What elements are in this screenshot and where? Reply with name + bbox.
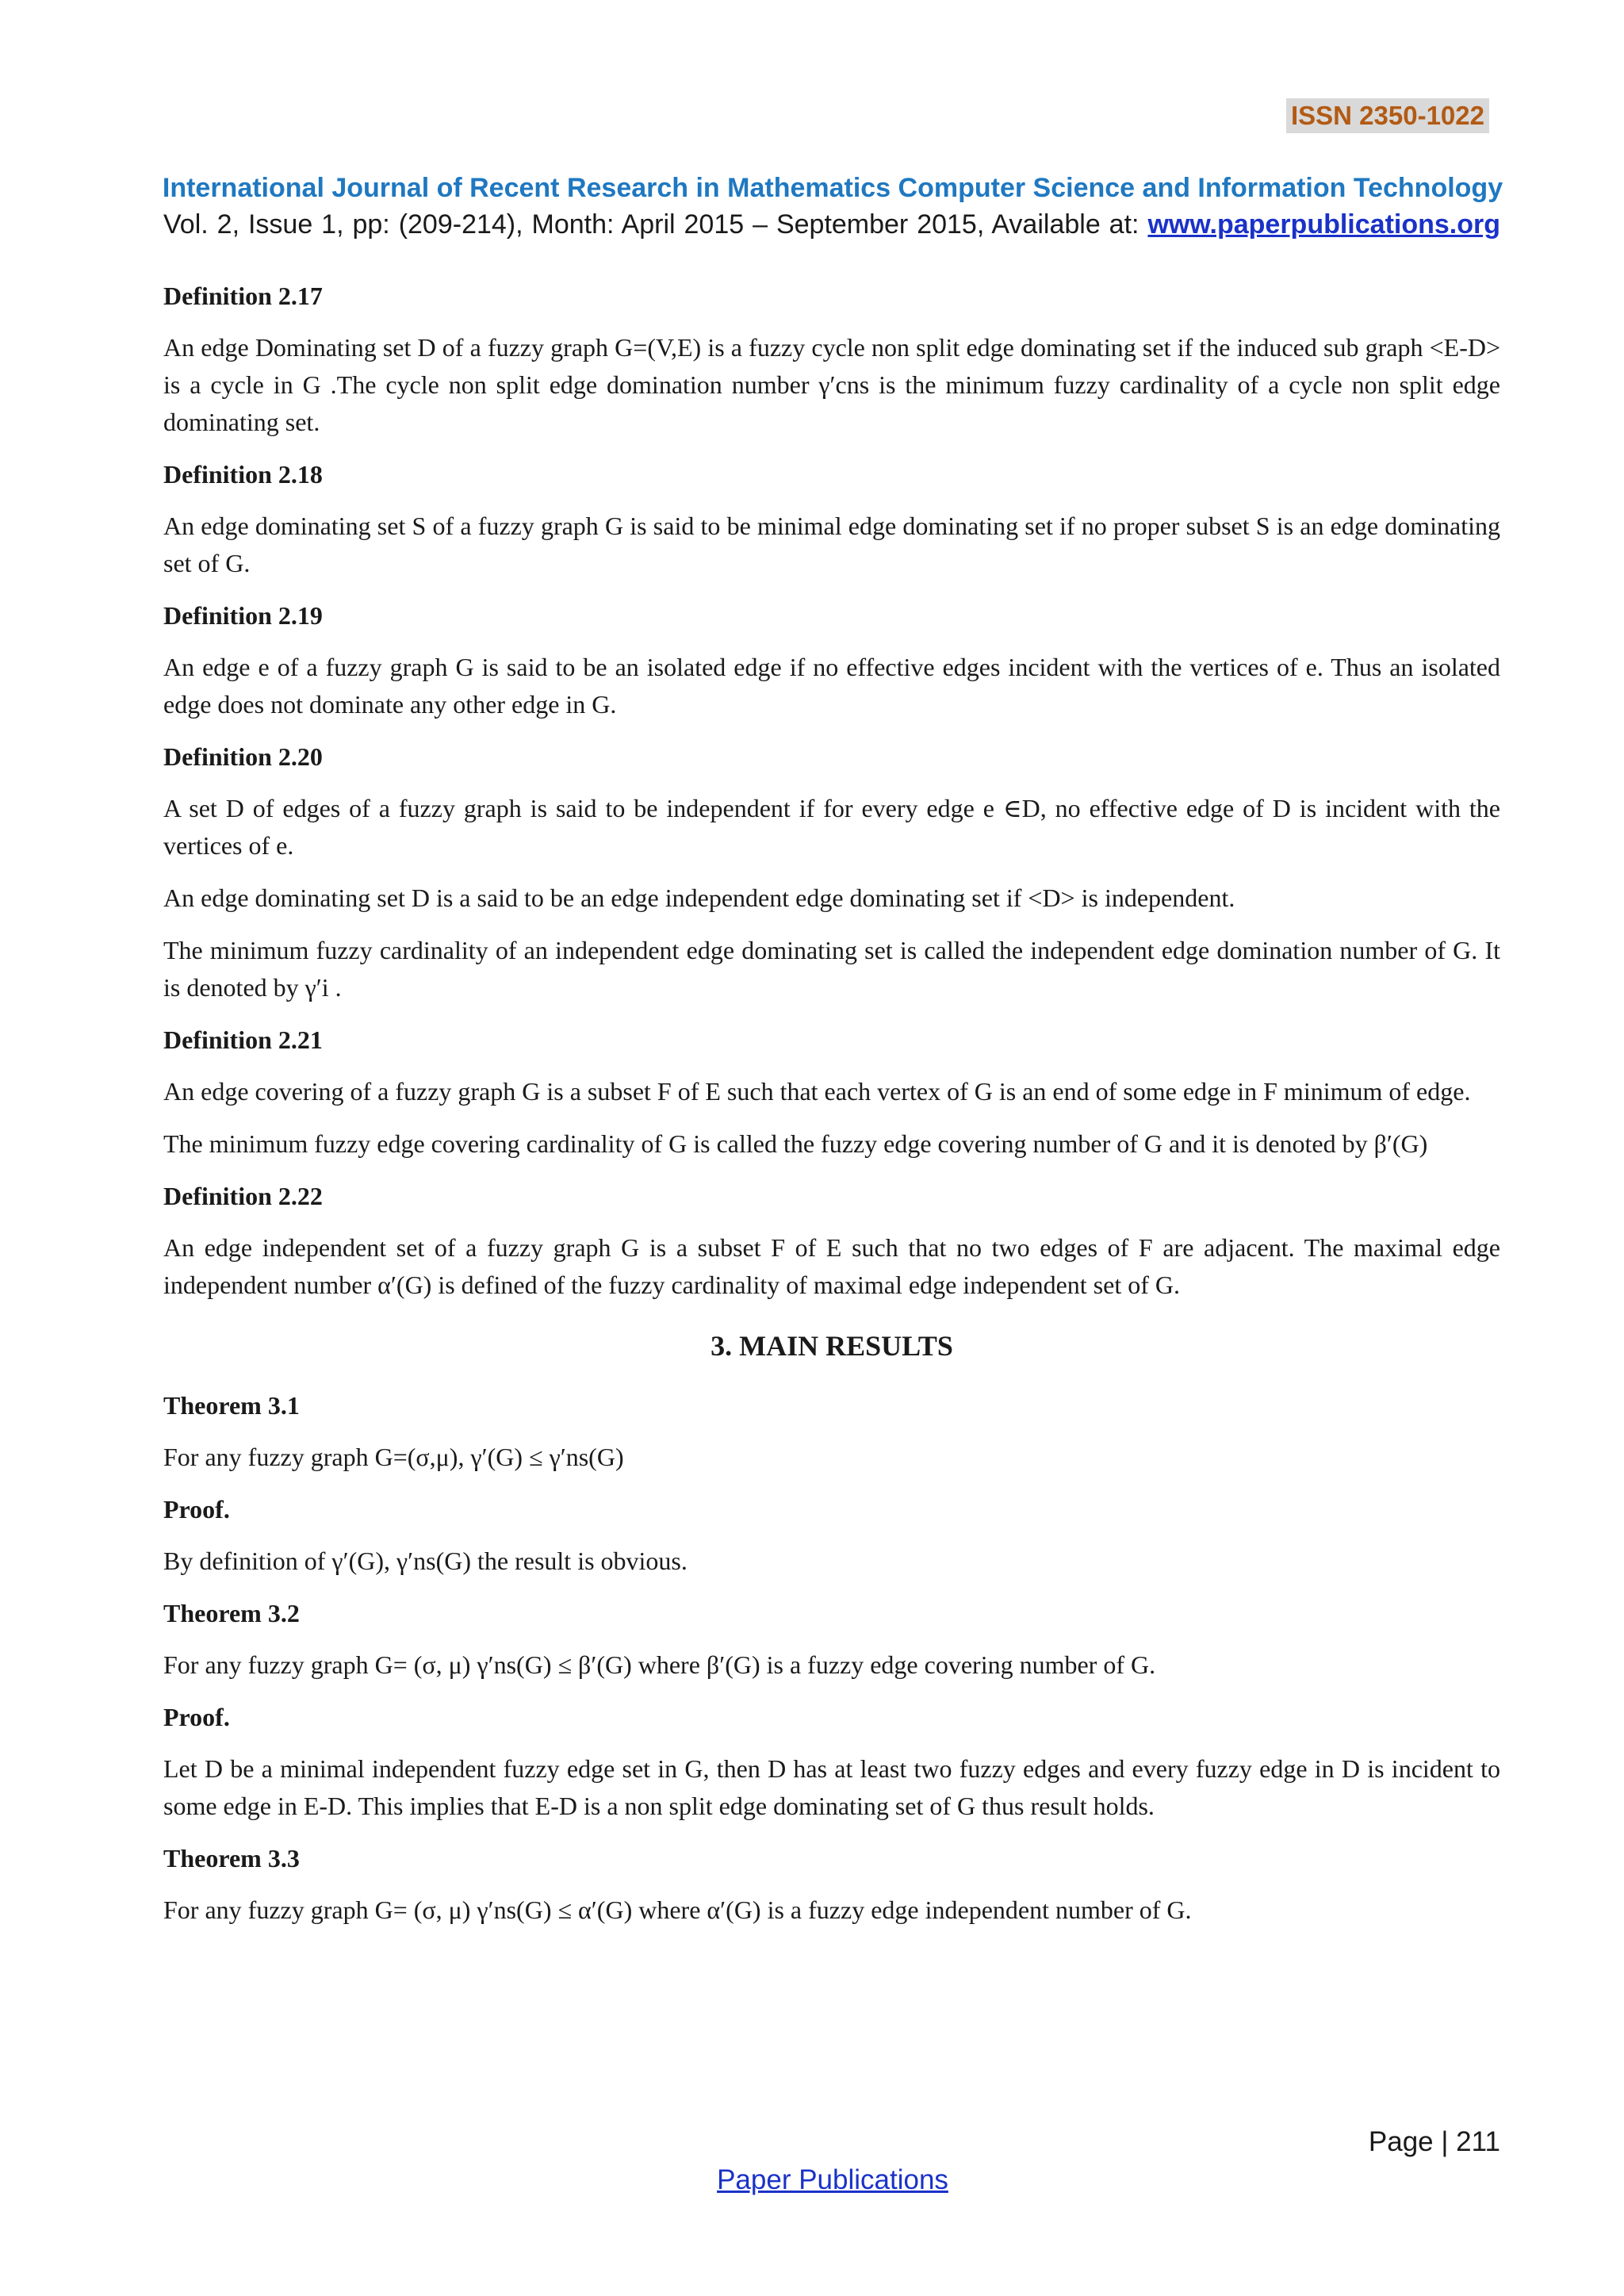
- definition-2-21-title: Definition 2.21: [163, 1025, 323, 1054]
- proof-2-title: Proof.: [163, 1703, 230, 1731]
- theorem-3-3-title: Theorem 3.3: [163, 1844, 300, 1872]
- definition-2-18-text: An edge dominating set S of a fuzzy graph G is said to be minimal edge dominating set if no proper subset S is an edge dominating set of G.: [163, 512, 1500, 577]
- journal-title: International Journal of Recent Research in Mathematics Computer Science and Information Technology: [162, 173, 1503, 203]
- definition-2-19-text: An edge e of a fuzzy graph G is said to be an isolated edge if no effective edges incident with the vertices of e. Thus an isolated edge does not dominate any other edge in G.: [163, 653, 1500, 719]
- definition-2-20-text-1: A set D of edges of a fuzzy graph is said to be independent if for every edge e ∈D, no effective edge of D is incident with the vertices of e.: [163, 794, 1500, 860]
- definition-2-20-text-2: An edge dominating set D is a said to be an edge independent edge dominating set if <D> is independent.: [163, 884, 1235, 912]
- definition-2-20-text-3: The minimum fuzzy cardinality of an independent edge dominating set is called the independent edge domination number of G. It is denoted by γ′i .: [163, 936, 1500, 1002]
- volume-line: [163, 209, 1500, 240]
- definition-2-22-text: An edge independent set of a fuzzy graph G is a subset F of E such that no two edges of F are adjacent. The maximal edge independent number α′(G) is defined of the fuzzy cardinality of maximal edge independent set of G.: [163, 1233, 1500, 1299]
- volume-text: Vol. 2, Issue 1, pp: (209-214), Month: April 2015 – September 2015, Available at:: [163, 209, 1148, 240]
- proof-1-text: By definition of γ′(G), γ′ns(G) the result is obvious.: [163, 1547, 688, 1575]
- definition-2-20-title: Definition 2.20: [163, 742, 323, 771]
- page-content: [163, 278, 1500, 1944]
- publisher-link[interactable]: Paper Publications: [717, 2164, 948, 2195]
- definition-2-17-title: Definition 2.17: [163, 282, 323, 310]
- proof-1-title: Proof.: [163, 1495, 230, 1524]
- definition-2-19-title: Definition 2.19: [163, 601, 323, 630]
- definition-2-17-text: An edge Dominating set D of a fuzzy graph G=(V,E) is a fuzzy cycle non split edge dominating set if the induced sub graph <E-D> is a cycle in G .The cycle non split edge domination number γ′cns is the minimum fuzzy cardinality of a cycle non split edge dominating set.: [163, 333, 1500, 436]
- definition-2-18-title: Definition 2.18: [163, 460, 323, 489]
- issn-badge: ISSN 2350-1022: [1286, 98, 1489, 133]
- journal-url-link[interactable]: www.paperpublications.org: [1147, 209, 1500, 240]
- definition-2-22-title: Definition 2.22: [163, 1182, 323, 1210]
- page-number: Page | 211: [1368, 2126, 1500, 2157]
- definition-2-21-text-2: The minimum fuzzy edge covering cardinality of G is called the fuzzy edge covering number of G and it is denoted by β′(G): [163, 1129, 1428, 1158]
- definition-2-21-text-1: An edge covering of a fuzzy graph G is a subset F of E such that each vertex of G is an end of some edge in F minimum of edge.: [163, 1077, 1471, 1106]
- theorem-3-3-text: For any fuzzy graph G= (σ, μ) γ′ns(G) ≤ α′(G) where α′(G) is a fuzzy edge independent number of G.: [163, 1895, 1192, 1924]
- proof-2-text: Let D be a minimal independent fuzzy edge set in G, then D has at least two fuzzy edges and every fuzzy edge in D is incident to some edge in E-D. This implies that E-D is a non split edge dominating set of G thus result holds.: [163, 1754, 1500, 1820]
- theorem-3-2-text: For any fuzzy graph G= (σ, μ) γ′ns(G) ≤ β′(G) where β′(G) is a fuzzy edge covering number of G.: [163, 1650, 1156, 1679]
- theorem-3-1-title: Theorem 3.1: [163, 1391, 300, 1420]
- section-heading-main-results: 3. MAIN RESULTS: [710, 1330, 953, 1362]
- footer-publisher: [0, 2164, 1624, 2196]
- theorem-3-2-title: Theorem 3.2: [163, 1599, 300, 1627]
- theorem-3-1-text: For any fuzzy graph G=(σ,μ), γ′(G) ≤ γ′ns(G): [163, 1443, 624, 1471]
